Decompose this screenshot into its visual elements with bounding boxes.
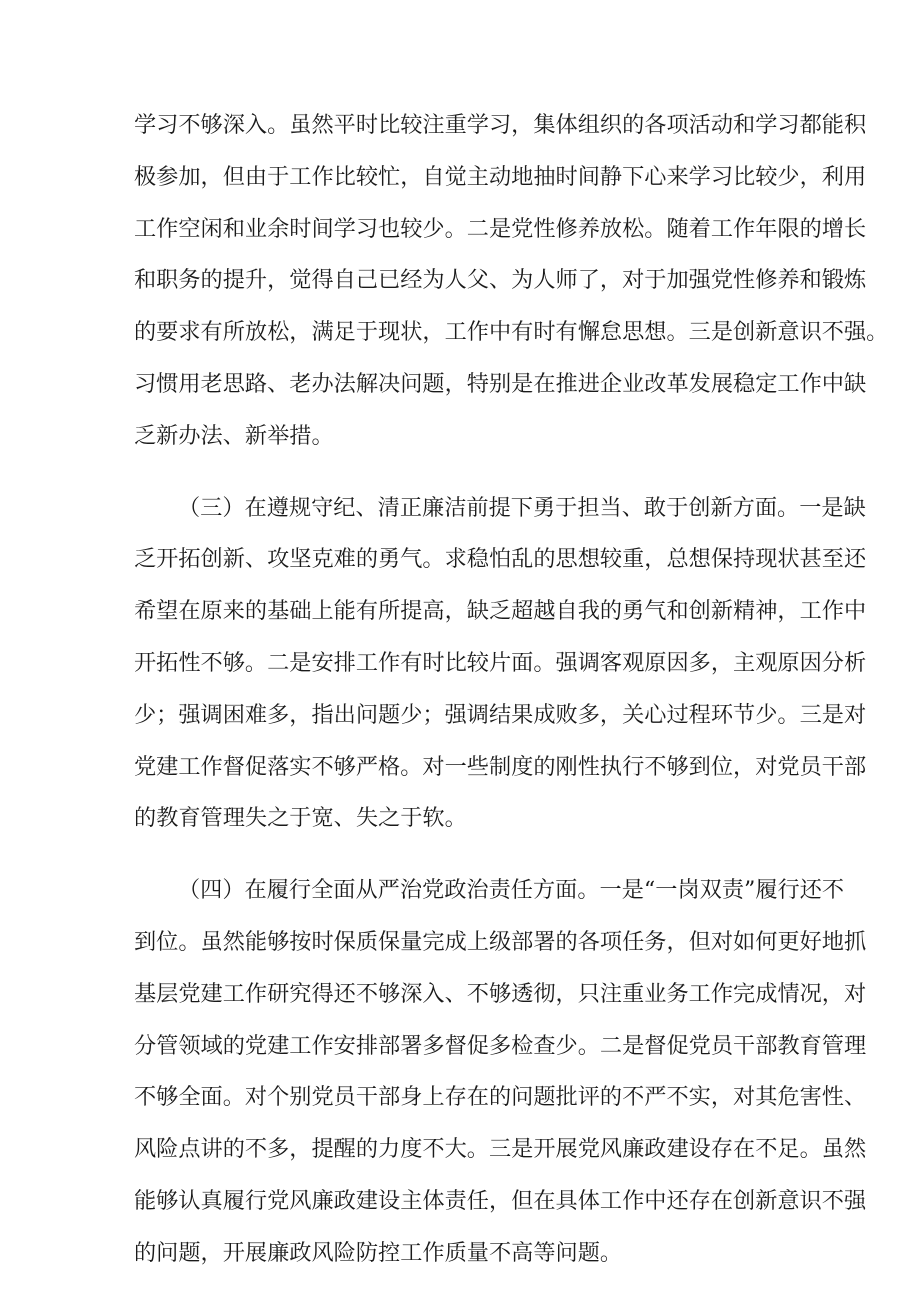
- text-line: 习惯用老思路、老办法解决问题，特别是在推进企业改革发展稳定工作中缺: [134, 370, 867, 397]
- text-line: 和职务的提升，觉得自己已经为人父、为人师了，对于加强党性修养和锻炼: [134, 267, 867, 294]
- text-line: 不够全面。对个别党员干部身上存在的问题批评的不严不实，对其危害性、: [134, 1084, 867, 1111]
- text-line: 的教育管理失之于宽、失之于软。: [134, 805, 467, 832]
- text-line: 到位。虽然能够按时保质保量完成上级部署的各项任务，但对如何更好地抓: [134, 928, 867, 955]
- paragraph-spacer: [134, 855, 804, 875]
- text-line: 极参加，但由于工作比较忙，自觉主动地抽时间静下心来学习比较少，利用: [134, 163, 867, 190]
- paragraph-section-four: [134, 875, 867, 1268]
- text-line: 分管领域的党建工作安排部署多督促多检查少。二是督促党员干部教育管理: [134, 1032, 867, 1059]
- text-line: 乏开拓创新、攻坚克难的勇气。求稳怕乱的思想较重，总想保持现状甚至还: [134, 546, 867, 573]
- section-heading-line: （三）在遵规守纪、清正廉洁前提下勇于担当、敢于创新方面。一是缺: [178, 494, 866, 521]
- text-line: 希望在原来的基础上能有所提高，缺乏超越自我的勇气和创新精神，工作中: [134, 598, 867, 625]
- text-line: 风险点讲的不多，提醒的力度不大。三是开展党风廉政建设存在不足。虽然: [134, 1136, 867, 1163]
- paragraph-section-three: [134, 493, 867, 834]
- text-line: 的问题，开展廉政风险防控工作质量不高等问题。: [134, 1239, 623, 1266]
- text-line: 的要求有所放松，满足于现状，工作中有时有懈怠思想。三是创新意识不强。: [134, 319, 889, 346]
- text-line: 能够认真履行党风廉政建设主体责任，但在具体工作中还存在创新意识不强: [134, 1187, 867, 1214]
- text-line: 基层党建工作研究得还不够深入、不够透彻，只注重业务工作完成情况，对: [134, 980, 867, 1007]
- text-line: 乏新办法、新举措。: [134, 422, 334, 449]
- section-heading-line: （四）在履行全面从严治党政治责任方面。一是“一岗双责”履行还不: [178, 877, 845, 904]
- paragraph-spacer: [134, 473, 804, 493]
- text-line: 开拓性不够。二是安排工作有时比较片面。强调客观原因多，主观原因分析: [134, 649, 867, 676]
- text-line: 工作空闲和业余时间学习也较少。二是党性修养放松。随着工作年限的增长: [134, 215, 867, 242]
- text-line: 少；强调困难多，指出问题少；强调结果成败多，关心过程环节少。三是对: [134, 701, 867, 728]
- document-body: [134, 110, 889, 1290]
- paragraph-learning: [134, 110, 889, 451]
- text-line: 学习不够深入。虽然平时比较注重学习，集体组织的各项活动和学习都能积: [134, 112, 867, 138]
- text-line: 党建工作督促落实不够严格。对一些制度的刚性执行不够到位，对党员干部: [134, 753, 867, 780]
